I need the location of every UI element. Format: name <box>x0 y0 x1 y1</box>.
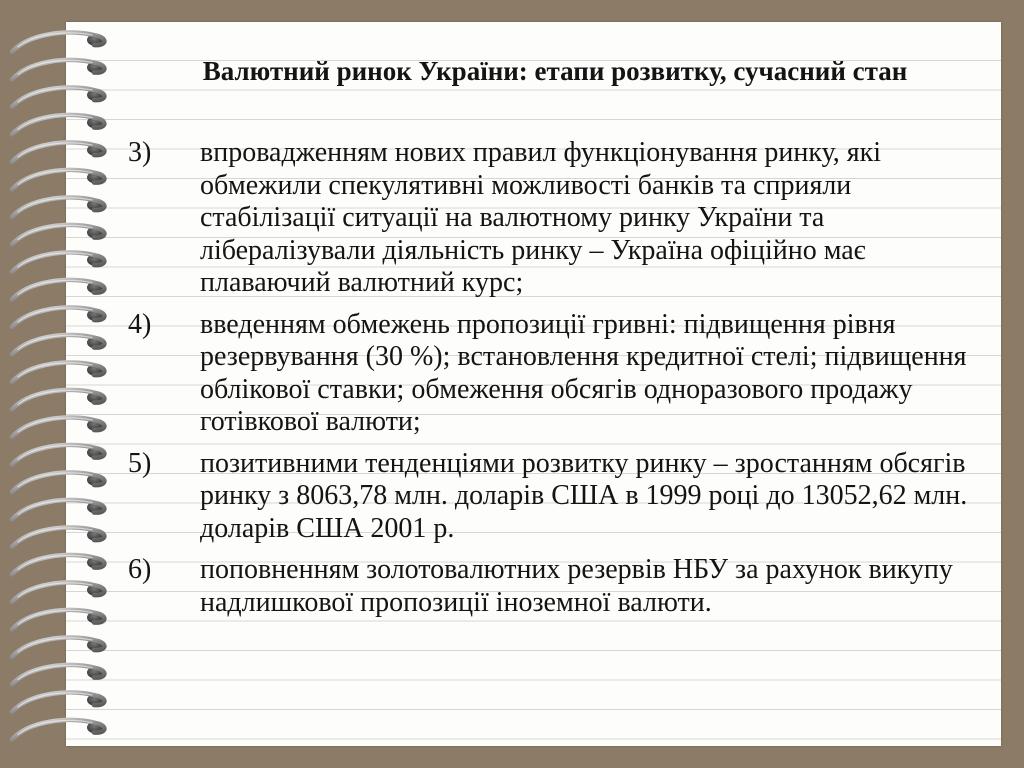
spiral-coil <box>12 115 105 134</box>
spiral-coil <box>12 253 105 272</box>
list-item <box>128 554 988 619</box>
spiral-coil <box>12 225 105 244</box>
item-number: 5) <box>128 447 152 479</box>
spiral-coil <box>12 665 105 684</box>
item-number: 6) <box>128 554 152 585</box>
spiral-coil <box>12 693 105 712</box>
item-text: введенням обмежень пропозиції гривні: підвищення рівня резервування (30 %); встановлення кредитної стелі; підвищення облікової ставки; обмеження обсягів одноразового продажу готівкової валюти; <box>200 308 967 437</box>
spiral-coil <box>12 363 105 382</box>
item-number: 4) <box>128 308 152 340</box>
spiral-binding-icon <box>8 28 112 744</box>
spiral-coil <box>12 390 105 409</box>
spiral-coil <box>12 335 105 354</box>
spiral-coil <box>12 555 105 574</box>
spiral-coil <box>12 638 105 657</box>
spiral-coil <box>12 473 105 492</box>
spiral-coil <box>12 170 105 189</box>
spiral-coil <box>12 418 105 437</box>
spiral-coil <box>12 445 105 464</box>
item-number: 3) <box>128 137 152 168</box>
spiral-coil <box>12 610 105 629</box>
spiral-coil <box>12 528 105 547</box>
spiral-coil <box>12 33 105 52</box>
spiral-coil <box>12 308 105 327</box>
spiral-coil <box>12 720 105 739</box>
spiral-coil <box>12 500 105 519</box>
item-text: поповненням золотовалютних резервів НБУ за рахунок викупу надлишкової пропозиції іноземної валюти. <box>200 554 953 618</box>
list-item <box>128 309 988 439</box>
spiral-coil <box>12 280 105 299</box>
spiral-coil <box>12 60 105 79</box>
item-text: позитивними тенденціями розвитку ринку – зростанням обсягів ринку з 8063,78 млн. доларів США в 1999 році до 13052,62 млн. доларів США 2001 р. <box>200 447 968 544</box>
spiral-coil <box>12 143 105 162</box>
item-text: впровадженням нових правил функціонування ринку, які обмежили спекулятивні можливості банків та сприяли стабілізації ситуації на валютному ринку України та лібералізували діяльність ринку – Україна офіційно має плаваючий валютний курс; <box>200 137 882 298</box>
content-list <box>128 137 988 628</box>
list-item <box>128 137 988 300</box>
slide-title: Валютний ринок України: етапи розвитку, сучасний стан <box>202 56 908 86</box>
list-item <box>128 448 988 546</box>
spiral-coil <box>12 198 105 217</box>
spiral-coil <box>12 583 105 602</box>
spiral-coil <box>12 88 105 107</box>
